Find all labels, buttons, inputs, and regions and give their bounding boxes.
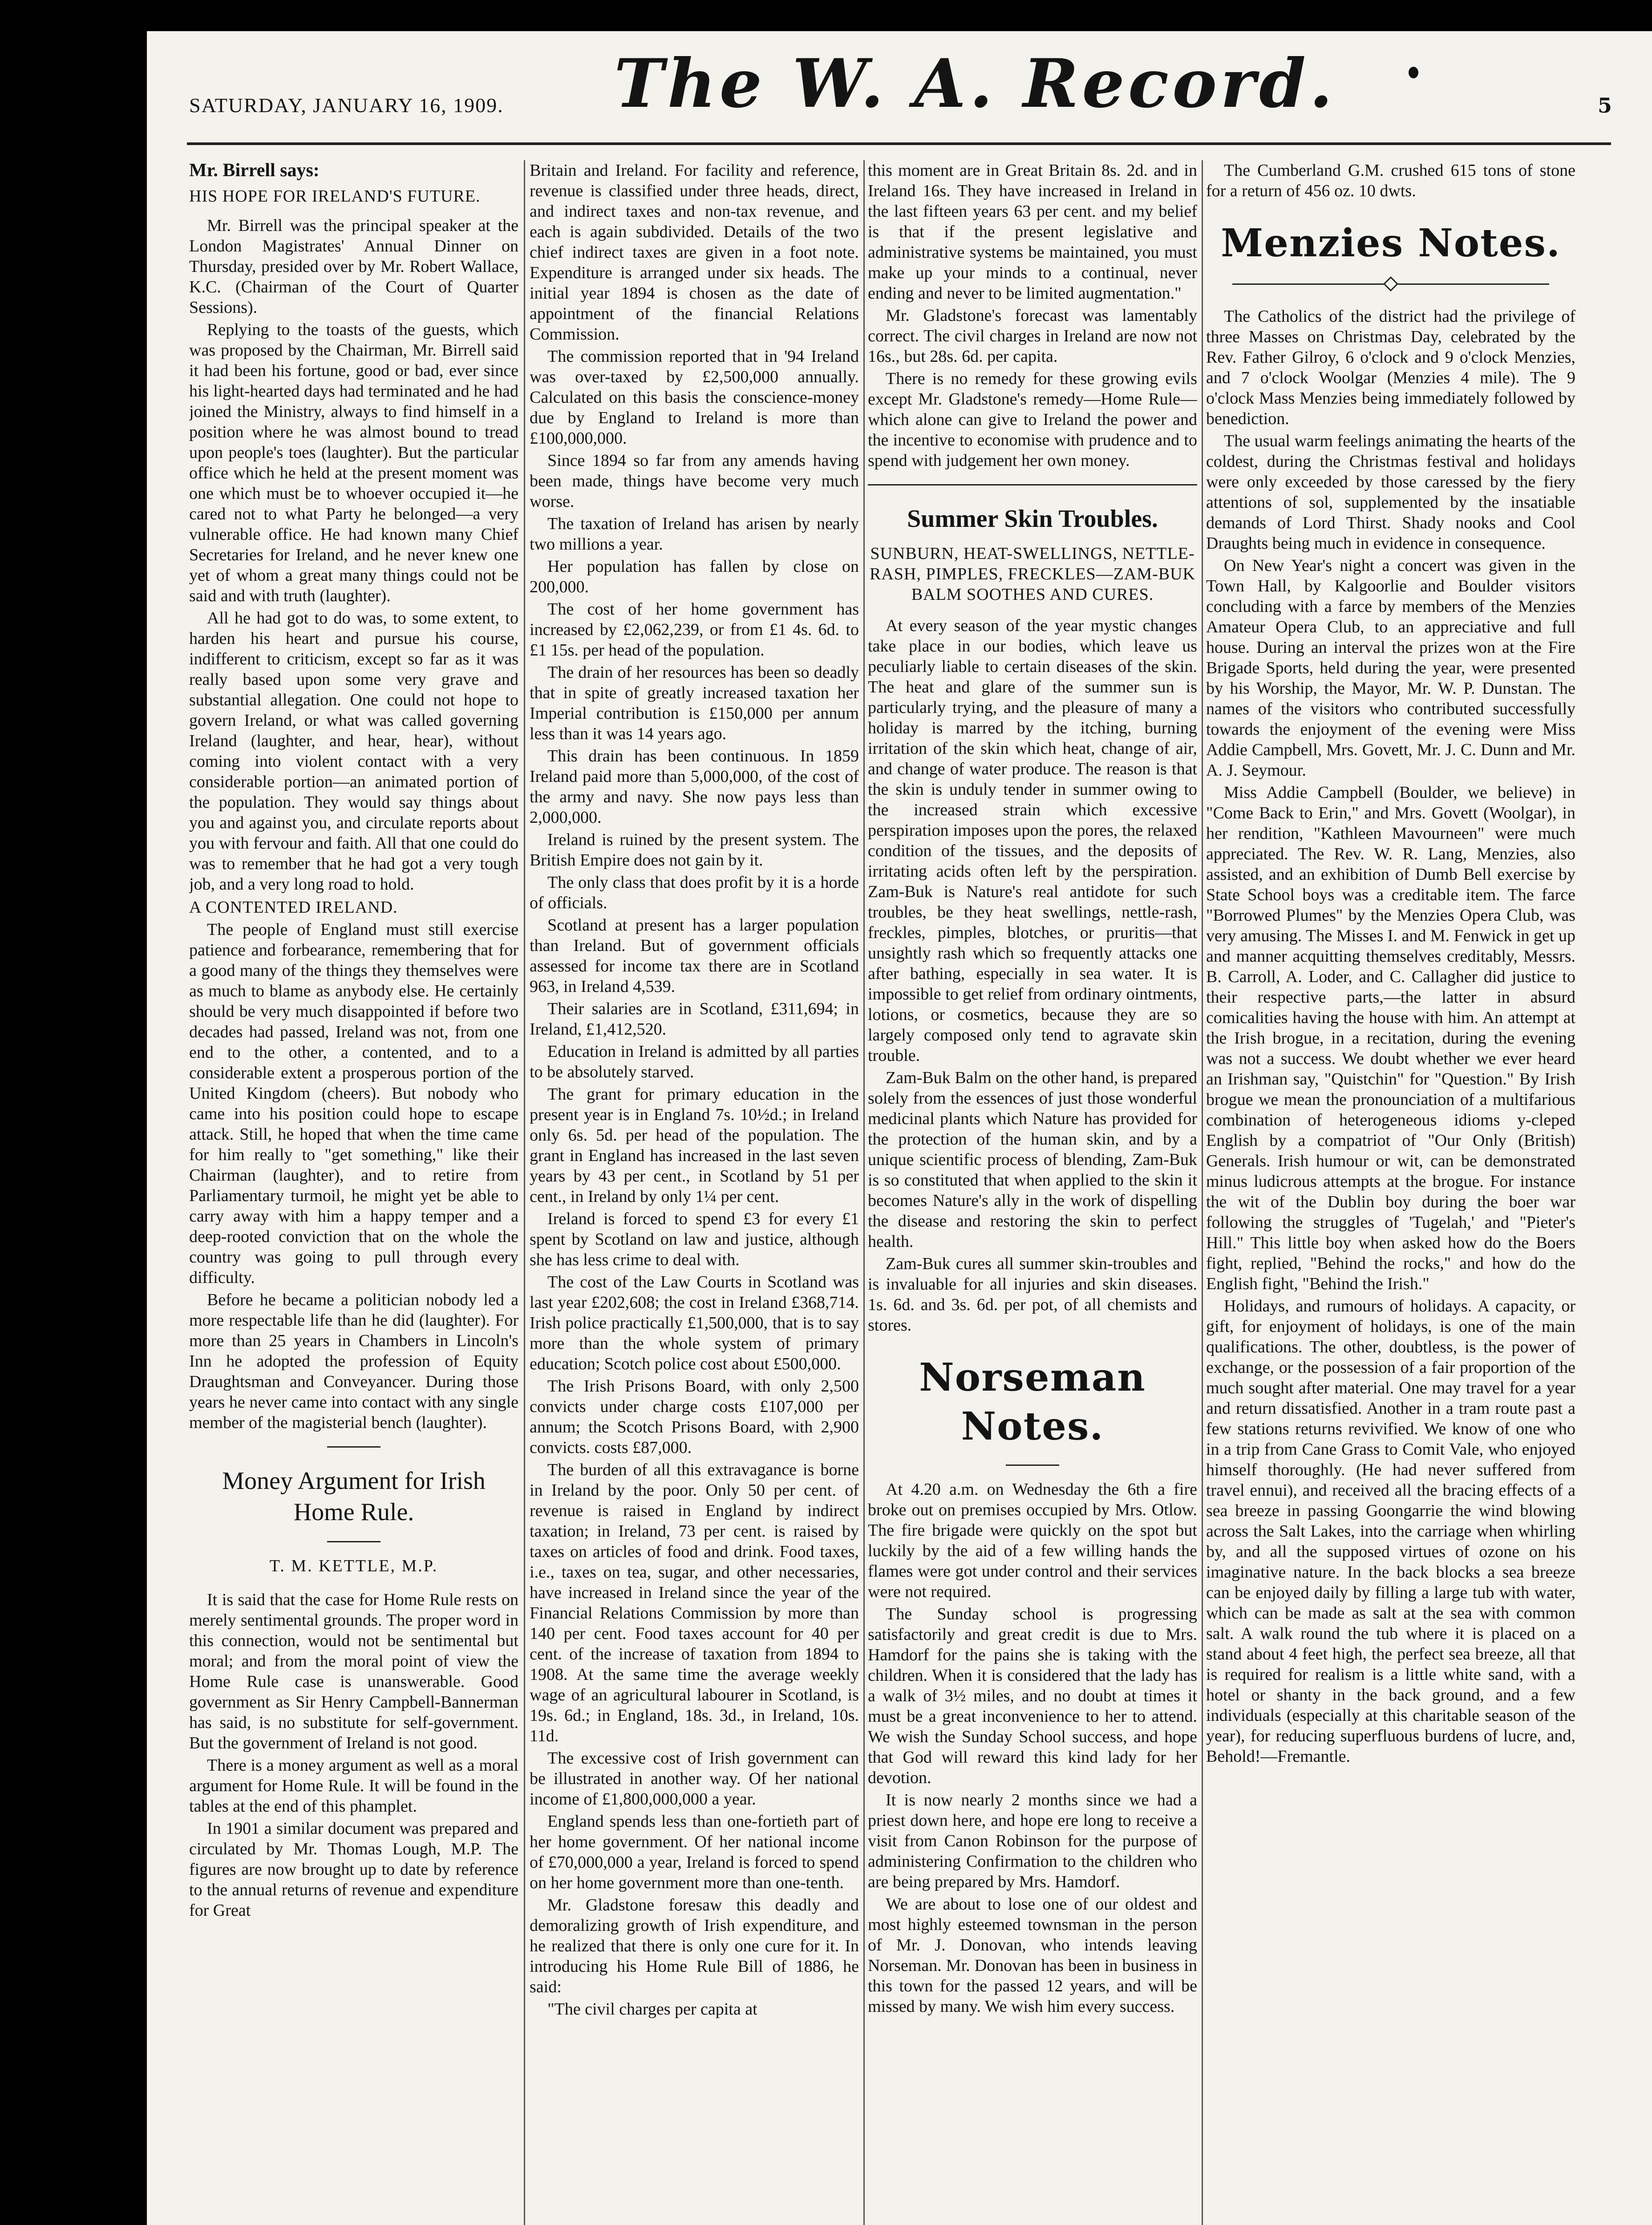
article-paragraph: The commission reported that in '94 Ireland was over-taxed by £2,500,000 annually. Calculated on this basis the conscience-money due by England to Ireland is more than £100,000,000. [530, 347, 859, 448]
article-paragraph: Zam-Buk cures all summer skin-troubles and is invaluable for all injuries and skin diseases. 1s. 6d. and 3s. 6d. per pot, of all chemists and stores. [868, 1254, 1197, 1335]
birrell-heading: HIS HOPE FOR IRELAND'S FUTURE. [189, 187, 481, 206]
article-paragraph: Ireland is ruined by the present system. The British Empire does not gain by it. [530, 830, 859, 870]
masthead [147, 31, 1652, 165]
article-paragraph: Zam-Buk Balm on the other hand, is prepared solely from the essences of just those wonderful medicinal plants which Nature has provided for the protection of the human skin, and by a unique scientific process of blending, Zam-Buk is so constituted that when applied to the skin it becomes Nature's ally in the work of dispelling the disease and restoring the skin to perfect health. [868, 1068, 1197, 1251]
article-paragraph: Britain and Ireland. For facility and reference, revenue is classified under three heads, direct, and indirect taxes and non-tax revenue, and each is again subdivided. Details of the two chief indirect taxes are given in a foot note. Expenditure is arranged under six heads. The initial year 1894 is chosen as the date of appointment of the financial Relations Commission. [530, 161, 859, 344]
summer-subheading: SUNBURN, HEAT-SWELLINGS, NETTLE-RASH, PIMPLES, FRECKLES—ZAM-BUK BALM SOOTHES AND CURES. [870, 544, 1195, 604]
section-rule [1006, 1464, 1059, 1466]
article-paragraph: We are about to lose one of our oldest and most highly esteemed townsman in the person of Mr. J. Donovan, who intends leaving Norseman. Mr. Donovan has been in business in this town for the passed 12 years, and will be missed by many. We wish him every success. [868, 1895, 1197, 2016]
article-paragraph: The Sunday school is progressing satisfactorily and great credit is due to Mrs. Hamdorf for the pains she is taking with the children. When it is considered that the lady has a walk of 3½ miles, and no doubt at times it must be a great inconvenience to her to attend. We wish the Sunday School success, and hope that God will reward this kind lady for her devotion. [868, 1605, 1197, 1787]
column-4 [1206, 160, 1575, 2225]
article-paragraph: The cost of the Law Courts in Scotland was last year £202,608; the cost in Ireland £368,714. Irish police practically £1,500,000, that is to say more than the whole system of primary education; Scotch police cost about £500,000. [530, 1273, 859, 1373]
article-paragraph: Since 1894 so far from any amends having been made, things have become very much worse. [530, 451, 859, 511]
column-1 [189, 160, 518, 2225]
article-paragraph: At every season of the year mystic changes take place in our bodies, which leave us peculiarly liable to certain diseases of the skin. The heat and glare of the summer sun is particularly trying, and the pleasure of many a holiday is marred by the itching, burning irritation of the skin which heat, change of air, and change of water produce. The reason is that the skin is unduly tender in summer owing to the increased strain which excessive perspiration imposes upon the pores, the relaxed condition of the tissues, and the deposits of irritating acids often left by the perspiration. Zam-Buk is Nature's real antidote for such troubles, be they heat swellings, nettle-rash, freckles, pimples, blotches, or pruritis—that unsightly rash which so frequently attacks one after bathing, especially in sea water. It is impossible to get relief from ordinary ointments, lotions, or cosmetics, because they are so largely composed only tend to agravate skin trouble. [868, 616, 1197, 1065]
article-paragraph: The excessive cost of Irish government can be illustrated in another way. Of her national income of £1,800,000,000 a year. [530, 1749, 859, 1808]
article-paragraph: The taxation of Ireland has arisen by nearly two millions a year. [530, 514, 859, 554]
article-paragraph: England spends less than one-fortieth part of her home government. Of her national income of £70,000,000 a year, Ireland is forced to spend on her home government more than one-tenth. [530, 1812, 859, 1892]
article-paragraph: The drain of her resources has been so deadly that in spite of greatly increased taxation her Imperial contribution is £150,000 per annum less than it was 14 years ago. [530, 663, 859, 743]
section-rule [327, 1446, 381, 1448]
article-paragraph: The only class that does profit by it is a horde of officials. [530, 873, 859, 912]
section-rule [327, 1541, 381, 1542]
dateline: SATURDAY, JANUARY 16, 1909. [189, 94, 504, 117]
article-paragraph: Their salaries are in Scotland, £311,694; in Ireland, £1,412,520. [530, 999, 859, 1039]
article-paragraph: Mr. Birrell was the principal speaker at the London Magistrates' Annual Dinner on Thursday, presided over by Mr. Robert Wallace, K.C. (Chairman of the Court of Quarter Sessions). [189, 216, 518, 317]
article-paragraph: Education in Ireland is admitted by all parties to be absolutely starved. [530, 1042, 859, 1081]
ink-dot [1409, 67, 1418, 78]
article-paragraph: The grant for primary education in the present year is in England 7s. 10½d.; in Ireland only 6s. 5d. per head of the population. The grant in England has increased in the last seven years by 43 per cent., in Scotland by 51 per cent., in Ireland by only 1¼ per cent. [530, 1085, 859, 1206]
article-paragraph: At 4.20 a.m. on Wednesday the 6th a fire broke out on premises occupied by Mrs. Otlow. The fire brigade were quickly on the spot but luckily by the aid of a few willing hands the flames were got under control and their services were not required. [868, 1480, 1197, 1601]
article-paragraph: this moment are in Great Britain 8s. 2d. and in Ireland 16s. They have increased in Ireland in the last fifteen years 63 per cent. and my belief is that if the present legislative and administrative systems be maintained, you must make up your minds to a continual, never ending and never to be limited augmentation." [868, 161, 1197, 303]
column-2 [530, 160, 859, 2225]
article-paragraph: Scotland at present has a larger population than Ireland. But of government officials assessed for income tax there are in Scotland 963, in Ireland 4,539. [530, 916, 859, 996]
column-3 [868, 160, 1197, 2225]
money-byline: T. M. KETTLE, M.P. [269, 1557, 438, 1575]
article-paragraph: Holidays, and rumours of holidays. A capacity, or gift, for enjoyment of holidays, is one of the main qualifications. The other, doubtless, is the power of exchange, or the possession of a fair proportion of the much sought after material. One may travel for a year and return dissatisfied. Another in a tram route past a few stations returns revivified. We know of one who in a trip from Cane Grass to Comit Vale, who enjoyed himself thoroughly. (He had never suffered from travel ennui), and received all the bracing effects of a sea breeze in passing Goongarrie the wind blowing across the Salt Lakes, into the carriage when whirling by, and all the supposed virtues of ozone on his imaginative nature. In the back blocks a sea breeze can be enjoyed daily by filling a large tub with water, which can be made as salt at the sea with common salt. A walk round the tub where it is placed on a stand about 4 feet high, the perfect sea breeze, all that is required for realism is a little white sand, with a hotel or shanty in the back ground, and a few individuals (especially at this charitable season of the year), for reducing superfluous burdens of lucre, and, Behold!—Fremantle. [1206, 1297, 1575, 1766]
article-paragraph: The people of England must still exercise patience and forbearance, remembering that for a good many of the things they themselves were as much to blame as anybody else. He certainly should be very much disappointed if before two decades had passed, Ireland was not, from one end to the other, a contented, and to a considerable extent a prosperous portion of the United Kingdom (cheers). But nobody who came into his position could hope to escape attack. Still, he hoped that when the time came for him really to "get something," like their Chairman (laughter), and to retire from Parliamentary turmoil, he might yet be able to carry away with him a happy temper and a deep-rooted conviction that on the whole the country was going to pull through every difficulty. [189, 920, 518, 1287]
article-paragraph: Replying to the toasts of the guests, which was proposed by the Chairman, Mr. Birrell said it had been his fortune, good or bad, ever since his light-hearted days had terminated and he had joined the Ministry, always to find himself in a position where he was almost bound to tread upon people's toes (laughter). But the particular office which he held at the present moment was one which must be to whoever occupied it—he cared not to what Party he belonged—a very vulnerable office. He had known many Chief Secretaries for Ireland, and he never knew one yet of whom a great many things could not be said and with truth (laughter). [189, 320, 518, 605]
article-paragraph: Ireland is forced to spend £3 for every £1 spent by Scotland on law and justice, although she has less crime to deal with. [530, 1210, 859, 1269]
article-paragraph: All he had got to do was, to some extent, to harden his heart and pursue his course, indifferent to criticism, except so far as it was really based upon some very grave and substantial allegation. One could not hope to govern Ireland, or what was called governing Ireland (laughter, and hear, hear), without coming into violent contact with a very considerable portion—an animated portion of the population. They would say things about you and against you, and circulate reports about you with fervour and faith. All that one could do was to remember that he had got a very tough job, and a very long road to hold. [189, 609, 518, 894]
column-rule [1202, 160, 1203, 2225]
article-paragraph: There is a money argument as well as a moral argument for Home Rule. It will be found in the tables at the end of this phamplet. [189, 1756, 518, 1816]
column-rule [863, 160, 865, 2225]
section-rule [868, 484, 1197, 485]
article-paragraph: The cost of her home government has increased by £2,062,239, or from £1 4s. 6d. to £1 15s. per head of the population. [530, 600, 859, 659]
masthead-rule [187, 142, 1611, 145]
ornament-rule [1206, 272, 1575, 293]
article-paragraph: "The civil charges per capita at [547, 2000, 757, 2019]
article-paragraph: The Catholics of the district had the privilege of three Masses on Christmas Day, celebrated by the Rev. Father Gilroy, 6 o'clock and 9 o'clock Menzies, and 7 o'clock Woolgar (Menzies 4 mile). The 9 o'clock Mass Menzies being immediately followed by benediction. [1206, 307, 1575, 428]
article-paragraph: Mr. Gladstone foresaw this deadly and demoralizing growth of Irish expenditure, and he realized that there is only one cure for it. In introducing his Home Rule Bill of 1886, he said: [530, 1896, 859, 1996]
article-paragraph: The burden of all this extravagance is borne in Ireland by the poor. Only 50 per cent. of revenue is raised in England by indirect taxation; in Ireland, 73 per cent. is raised by taxes on articles of food and drink. Food taxes, i.e., taxes on tea, sugar, and other necessaries, have increased in Ireland since the year of the Financial Relations Commission by more than 140 per cent. Food taxes account for 40 per cent. of the increase of taxation from 1894 to 1908. At the same time the average weekly wage of an agricultural labourer in Scotland, is 19s. 6d.; in England, 18s. 3d., in Ireland, 10s. 11d. [530, 1460, 859, 1745]
contented-heading: A CONTENTED IRELAND. [189, 898, 398, 917]
article-paragraph: On New Year's night a concert was given in the Town Hall, by Kalgoorlie and Boulder visitors concluding with a farce by members of the Menzies Amateur Opera Club, to an appreciative and full house. During an interval the prizes won at the Fire Brigade Sports, held during the year, were presented by his Worship, the Mayor, Mr. W. P. Dunstan. The names of the visitors who contributed successfully towards the enjoyment of the evening were Miss Addie Campbell, Mrs. Govett, Mr. J. C. Dunn and Mr. A. J. Seymour. [1206, 556, 1575, 780]
article-paragraph: The usual warm feelings animating the hearts of the coldest, during the Christmas festival and holidays were only exceeded by those caressed by the fiery attentions of sol, supplemented by the insatiable demands of Lord Thirst. Shady nooks and Cool Draughts being much in evidence in consequence. [1206, 432, 1575, 553]
newspaper-page [147, 31, 1652, 2225]
summer-heading: Summer Skin Troubles. [907, 505, 1158, 533]
column-rule [524, 160, 525, 2225]
article-paragraph: Mr. Gladstone's forecast was lamentably correct. The civil charges in Ireland are now not 16s., but 28s. 6d. per capita. [868, 306, 1197, 366]
money-heading: Money Argument for Irish Home Rule. [222, 1467, 486, 1526]
article-paragraph: In 1901 a similar document was prepared and circulated by Mr. Thomas Lough, M.P. The figures are now brought up to date by reference to the annual returns of revenue and expenditure for Great [189, 1819, 518, 1920]
menzies-heading: Menzies Notes. [1221, 221, 1561, 266]
norseman-heading: Norseman Notes. [919, 1355, 1146, 1449]
article-paragraph: This drain has been continuous. In 1859 Ireland paid more than 5,000,000, of the cost of the army and navy. She now pays less than 2,000,000. [530, 747, 859, 827]
article-paragraph: It is said that the case for Home Rule rests on merely sentimental grounds. The proper word in this connection, would not be sentimental but moral; and from the moral point of view the Home Rule case is unanswerable. Good government as Sir Henry Campbell-Bannerman has said, is no substitute for self-government. But the government of Ireland is not good. [189, 1590, 518, 1752]
article-paragraph: The Cumberland G.M. crushed 615 tons of stone for a return of 456 oz. 10 dwts. [1206, 161, 1575, 200]
newspaper-title: The W. A. Record. [614, 44, 1336, 123]
page-number: 5 [1598, 93, 1612, 117]
article-paragraph: It is now nearly 2 months since we had a priest down here, and hope ere long to receive a visit from Canon Robinson for the purpose of administering Confirmation to the children who are being prepared by Mrs. Hamdorf. [868, 1791, 1197, 1891]
article-paragraph: Before he became a politician nobody led a more respectable life than he did (laughter). For more than 25 years in Chambers in Lincoln's Inn he adopted the profession of Equity Draughtsman and Conveyancer. During those years he never came into contact with any single member of the magisterial bench (laughter). [189, 1290, 518, 1432]
birrell-intro: Mr. Birrell says: [189, 160, 320, 181]
article-paragraph: There is no remedy for these growing evils except Mr. Gladstone's remedy—Home Rule—which alone can give to Ireland the power and the incentive to economise with prudence and to spend with judgement her own money. [868, 369, 1197, 470]
article-paragraph: The Irish Prisons Board, with only 2,500 convicts under charge costs £107,000 per annum; the Scotch Prisons Board, with 2,900 convicts. costs £87,000. [530, 1377, 859, 1457]
article-paragraph: Miss Addie Campbell (Boulder, we believe) in "Come Back to Erin," and Mrs. Govett (Woolgar), in her rendition, "Kathleen Mavourneen" were much appreciated. The Rev. W. R. Lang, Menzies, also assisted, and an exhibition of Dumb Bell exercise by State School boys was a creditable item. The farce "Borrowed Plumes" by the Menzies Opera Club, was very amusing. The Misses I. and M. Fenwick in get up and manner acquitting themselves creditably, Messrs. B. Carroll, A. Loder, and C. Callagher did justice to their respective parts,—the latter in absurd comicalities having the house with him. An attempt at the Irish brogue, in a recitation, during the evening was not a success. We doubt whether we ever heard an Irishman say, "Quistchin" for "Question." By Irish brogue we mean the pronounciation of a multifarious combination of heterogeneous idioms y-cleped English by a compatriot of "Our Only (British) Generals. Irish humour or wit, can be demonstrated minus ludicrous attempts at the brogue. For instance the wit of the Dublin boy during the boer war following the struggles of 'Tugelah,' and "Pieter's Hill." This little boy when asked how do the Boers fight, replied, "Behind the rocks," and how do the English fight, "Behind the Irish." [1206, 783, 1575, 1293]
article-paragraph: Her population has fallen by close on 200,000. [530, 557, 859, 596]
